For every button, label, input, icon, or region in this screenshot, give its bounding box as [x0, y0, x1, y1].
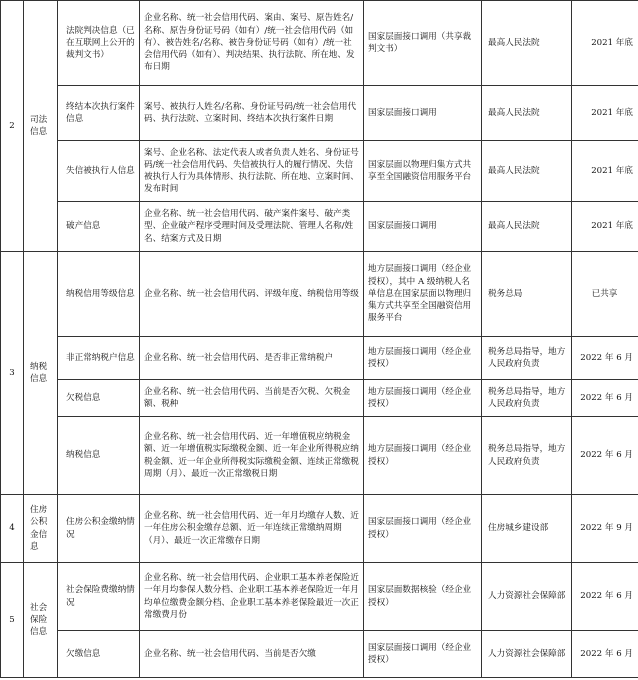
table-row — [1, 417, 638, 495]
method-cell: 国家层面接口调用（共享裁判文书） — [364, 1, 482, 86]
fields-cell: 案号、企业名称、法定代表人或者负责人姓名、身份证号码/统一社会信用代码、失信被执行人的履行情况、失信被执行人行为具体情形、执行法院、所在地、立案时间、发布时间 — [140, 141, 364, 202]
method-cell: 国家层面接口调用（经企业授权） — [364, 495, 482, 563]
item-name-cell: 破产信息 — [58, 202, 140, 252]
table-row — [1, 337, 638, 380]
table-row — [1, 202, 638, 252]
item-name-cell: 失信被执行人信息 — [58, 141, 140, 202]
fields-cell: 案号、被执行人姓名/名称、身份证号码/统一社会信用代码、执行法院、立案时间、终结本次执行案件日期 — [140, 86, 364, 141]
fields-cell: 企业名称、统一社会信用代码、近一年月均缴存人数、近一年住房公积金缴存总额、近一年连续正常缴纳周期（月）、最近一次正常缴存日期 — [140, 495, 364, 563]
time-cell: 2022 年 6 月 — [572, 563, 638, 631]
fields-cell: 企业名称、统一社会信用代码、当前是否欠税、欠税金额、税种 — [140, 380, 364, 417]
time-cell: 2021 年底 — [572, 202, 638, 252]
department-cell: 税务总局指导，地方人民政府负责 — [482, 380, 572, 417]
row-number: 5 — [1, 563, 24, 678]
fields-cell: 企业名称、统一社会信用代码、评级年度、纳税信用等级 — [140, 252, 364, 337]
item-name-cell: 终结本次执行案件信息 — [58, 86, 140, 141]
table-row — [1, 86, 638, 141]
row-number: 3 — [1, 252, 24, 495]
time-cell: 2021 年底 — [572, 86, 638, 141]
department-cell: 最高人民法院 — [482, 86, 572, 141]
table-row — [1, 380, 638, 417]
department-cell: 最高人民法院 — [482, 202, 572, 252]
method-cell: 国家层面接口调用 — [364, 86, 482, 141]
item-name-cell: 欠缴信息 — [58, 631, 140, 678]
time-cell: 2021 年底 — [572, 141, 638, 202]
department-cell: 税务总局 — [482, 252, 572, 337]
table-row — [1, 141, 638, 202]
time-cell: 2022 年 6 月 — [572, 631, 638, 678]
item-name-cell: 纳税信用等级信息 — [58, 252, 140, 337]
item-name-cell: 法院判决信息（已在互联网上公开的裁判文书） — [58, 1, 140, 86]
method-cell: 地方层面接口调用（经企业授权），其中 A 级纳税人名单信息在国家层面以物理归集方式共享至全国融资信用服务平台 — [364, 252, 482, 337]
item-name-cell: 纳税信息 — [58, 417, 140, 495]
fields-cell: 企业名称、统一社会信用代码、企业职工基本养老保险近一年月均参保人数分档、企业职工基本养老保险近一年月均单位缴费金额分档、企业职工基本养老保险最近一次正常缴费月份 — [140, 563, 364, 631]
table-row — [1, 1, 638, 86]
fields-cell: 企业名称、统一社会信用代码、是否非正常纳税户 — [140, 337, 364, 380]
fields-cell: 企业名称、统一社会信用代码、破产案件案号、破产类型、企业破产程序受理时间及受理法院、管理人名称/姓名、结案方式及日期 — [140, 202, 364, 252]
category-cell: 司法信息 — [24, 1, 58, 252]
row-number: 4 — [1, 495, 24, 563]
department-cell: 人力资源社会保障部 — [482, 563, 572, 631]
time-cell: 2022 年 6 月 — [572, 337, 638, 380]
method-cell: 地方层面接口调用（经企业授权） — [364, 417, 482, 495]
row-number: 2 — [1, 1, 24, 252]
time-cell: 2022 年 9 月 — [572, 495, 638, 563]
fields-cell: 企业名称、统一社会信用代码、案由、案号、原告姓名/名称、原告身份证号码（如有）/统一社会信用代码（如有）、被告姓名/名称、被告身份证号码（如有）/统一社会信用代码（如有）、判决结果、执行法院、所在地、发布日期 — [140, 1, 364, 86]
department-cell: 税务总局指导，地方人民政府负责 — [482, 337, 572, 380]
method-cell: 地方层面接口调用（经企业授权） — [364, 380, 482, 417]
item-name-cell: 非正常纳税户信息 — [58, 337, 140, 380]
item-name-cell: 住房公积金缴纳情况 — [58, 495, 140, 563]
fields-cell: 企业名称、统一社会信用代码、近一年增值税应纳税金额、近一年增值税实际缴税金额、近一年企业所得税应纳税金额、近一年企业所得税实际缴税金额、连续正常缴税周期（月）、最近一次正常缴税日期 — [140, 417, 364, 495]
time-cell: 2022 年 6 月 — [572, 380, 638, 417]
table-row — [1, 631, 638, 678]
category-cell: 纳税信息 — [24, 252, 58, 495]
department-cell: 住房城乡建设部 — [482, 495, 572, 563]
category-cell: 住房公积金信息 — [24, 495, 58, 563]
category-cell: 社会保险信息 — [24, 563, 58, 678]
table-row — [1, 252, 638, 337]
method-cell: 国家层面以物理归集方式共享至全国融资信用服务平台 — [364, 141, 482, 202]
method-cell: 国家层面数据核验（经企业授权） — [364, 563, 482, 631]
table-row — [1, 495, 638, 563]
fields-cell: 企业名称、统一社会信用代码、当前是否欠缴 — [140, 631, 364, 678]
method-cell: 地方层面接口调用（经企业授权） — [364, 337, 482, 380]
department-cell: 最高人民法院 — [482, 141, 572, 202]
time-cell: 2021 年底 — [572, 1, 638, 86]
method-cell: 国家层面接口调用 — [364, 202, 482, 252]
time-cell: 已共享 — [572, 252, 638, 337]
department-cell: 税务总局指导，地方人民政府负责 — [482, 417, 572, 495]
item-name-cell: 欠税信息 — [58, 380, 140, 417]
department-cell: 人力资源社会保障部 — [482, 631, 572, 678]
table-row — [1, 563, 638, 631]
method-cell: 国家层面接口调用（经企业授权） — [364, 631, 482, 678]
item-name-cell: 社会保险费缴纳情况 — [58, 563, 140, 631]
time-cell: 2022 年 6 月 — [572, 417, 638, 495]
department-cell: 最高人民法院 — [482, 1, 572, 86]
